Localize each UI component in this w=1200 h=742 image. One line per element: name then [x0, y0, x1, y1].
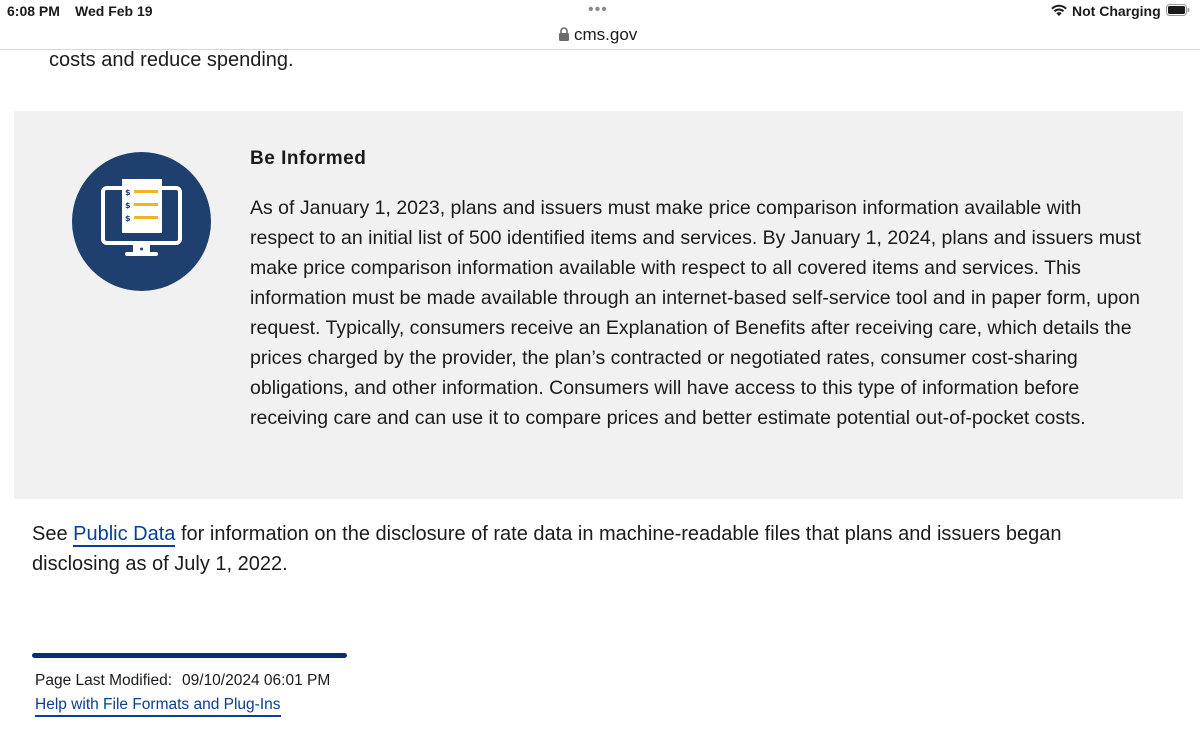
svg-text:$: $ — [125, 201, 131, 210]
help-file-formats-link[interactable]: Help with File Formats and Plug-Ins — [35, 696, 281, 717]
footer-divider — [32, 653, 347, 658]
svg-text:$: $ — [125, 188, 131, 197]
computer-price-list-icon — [72, 152, 211, 291]
more-dots-icon[interactable]: ••• — [588, 1, 608, 18]
see-suffix: for information on the disclosure of rate data in machine-readable files that plans and issuers began disclosing as of July 1, 2022. — [32, 523, 1062, 575]
box-title: Be Informed — [250, 148, 367, 169]
be-informed-box — [14, 111, 1183, 499]
status-time: 6:08 PM — [7, 3, 60, 19]
address-bar[interactable] — [0, 22, 1200, 50]
charging-status: Not Charging — [1072, 3, 1161, 19]
public-data-paragraph — [32, 519, 1152, 579]
svg-text:$: $ — [125, 214, 131, 223]
see-prefix: See — [32, 523, 74, 545]
url-text[interactable]: cms.gov — [574, 25, 638, 44]
modified-label: Page Last Modified: — [35, 672, 173, 689]
box-body: As of January 1, 2023, plans and issuers must make price comparison information available with respect to an initial list of 500 identified items and services. By January 1, 2024, plans and issuers must make price comparison information available with respect to all covered items and services. This information must be made available through an internet-based self-service tool and in paper form, upon request. Typically, consumers receive an Explanation of Benefits after receiving care, which details the prices charged by the provider, the plan’s contracted or negotiated rates, consumer cost-sharing obligations, and other information. Consumers will have access to this type of information before receiving care and can use it to compare prices and better estimate potential out-of-pocket costs. — [250, 197, 1141, 429]
modified-value: 09/10/2024 06:01 PM — [182, 672, 331, 689]
status-bar — [0, 0, 1200, 22]
paragraph-tail: costs and reduce spending. — [49, 49, 294, 71]
status-date: Wed Feb 19 — [75, 3, 153, 19]
lock-icon — [558, 27, 570, 42]
battery-icon — [1166, 4, 1190, 16]
wifi-icon — [1050, 3, 1068, 17]
page-last-modified — [35, 672, 330, 690]
public-data-link[interactable]: Public Data — [73, 523, 176, 545]
